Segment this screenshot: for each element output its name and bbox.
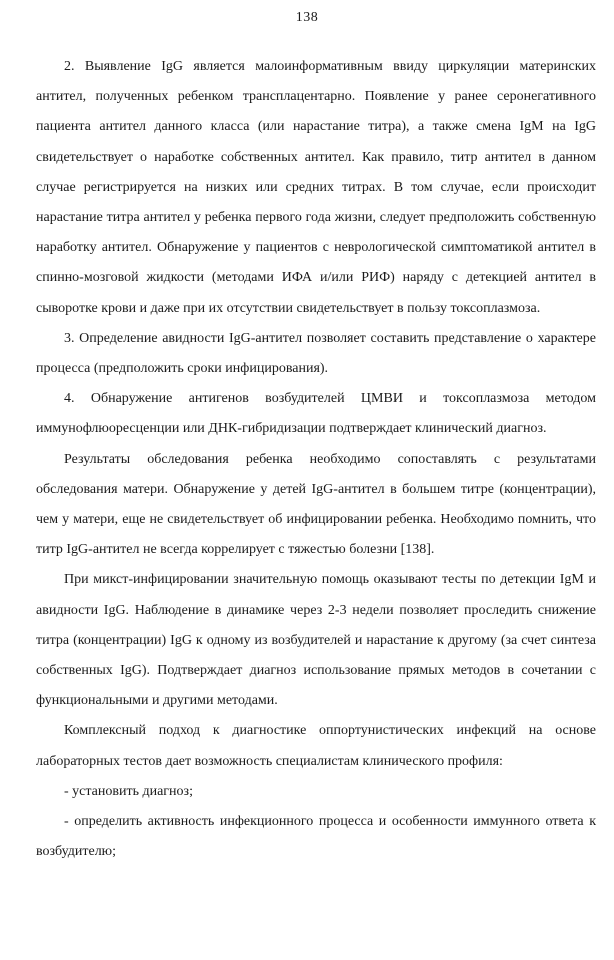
paragraph-mixed-infection: При микст-инфицировании значительную помощь оказывают тесты по детекции IgM и авидности IgG. Наблюдение в динамике через 2-3 недели позволяет проследить снижение титра (концентрации) IgG к одному из возбудителей и нарастание к другому (за счет синтеза собственных IgG). Подтверждает диагноз использование прямых методов в сочетании с функциональными и другими методами.	[36, 572, 596, 709]
list-item-activity: - определить активность инфекционного процесса и особенности иммунного ответа к возбудителю;	[36, 814, 596, 860]
page-number: 138	[295, 10, 319, 25]
paragraph-complex-approach: Комплексный подход к диагностике оппортунистических инфекций на основе лабораторных тестов дает возможность специалистам клинического профиля:	[36, 723, 596, 769]
paragraph-avidity: 3. Определение авидности IgG-антител позволяет составить представление о характере процесса (предположить сроки инфицирования).	[36, 330, 596, 377]
list-item-diagnosis: - установить диагноз;	[64, 783, 193, 799]
paragraph-igg-detection: 2. Выявление IgG является малоинформативным ввиду циркуляции материнских антител, полученных ребенком трансплацентарно. Появление у ранее серонегативного пациента антител данного класса (или нарастание титра), а также смена IgM на IgG свидетельствует о наработке собственных антител. Как правило, титр антител в данном случае регистрируется на низких или средних титрах. В том случае, если происходит нарастание титра антител у ребенка первого года жизни, следует предположить собственную наработку антител. Обнаружение у пациентов с неврологической симптоматикой антител в спинно-мозговой жидкости (методами ИФА и/или РИФ) наряду с детекцией антител в сыворотке крови и даже при их отсутствии свидетельствует в пользу токсоплазмоза.	[36, 59, 596, 316]
paragraph-antigen-detection: 4. Обнаружение антигенов возбудителей ЦМВИ и токсоплазмоза методом иммунофлюоресценции или ДНК-гибридизации подтверждает клинический диагноз.	[36, 391, 596, 437]
paragraph-mother-comparison: Результаты обследования ребенка необходимо сопоставлять с результатами обследования матери. Обнаружение у детей IgG-антител в большем титре (концентрации), чем у матери, еще не свидетельствует об инфицировании ребенка. Необходимо помнить, что титр IgG-антител не всегда коррелирует с тяжестью болезни [138].	[36, 451, 596, 558]
page-body	[36, 52, 596, 867]
